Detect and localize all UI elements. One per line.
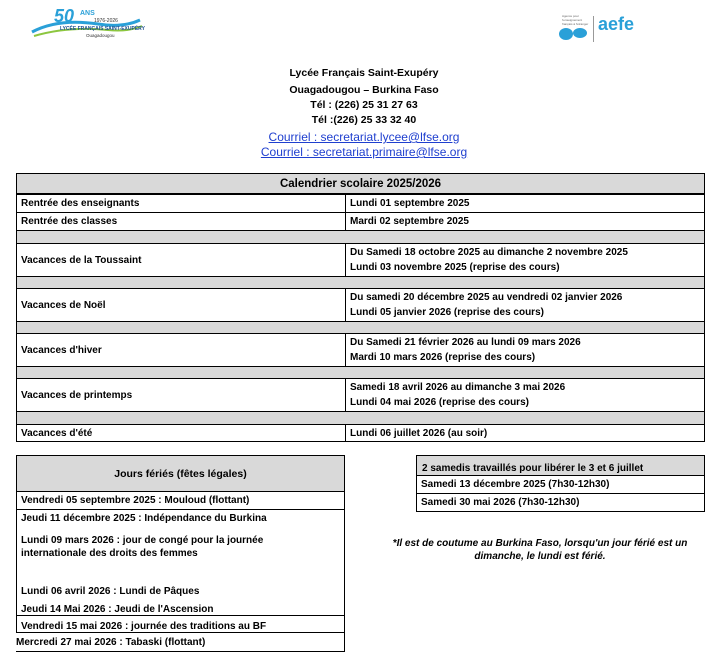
aefe-brand: aefe bbox=[598, 14, 635, 34]
toussaint-label: Vacances de la Toussaint bbox=[16, 243, 346, 277]
note-line-2: dimanche, le lundi est férié. bbox=[474, 551, 606, 562]
saturday-row: Samedi 13 décembre 2025 (7h30-12h30) bbox=[416, 475, 705, 494]
noel-label: Vacances de Noël bbox=[16, 288, 346, 322]
holiday-row: Jeudi 11 décembre 2025 : Indépendance du Burkina bbox=[16, 509, 345, 527]
holiday-row: Vendredi 05 septembre 2025 : Mouloud (flottant) bbox=[16, 491, 345, 510]
separator-row bbox=[16, 411, 705, 425]
hiver-label: Vacances d'hiver bbox=[16, 333, 346, 367]
school-anniversary-logo bbox=[28, 6, 144, 40]
saturday-row: Samedi 30 mai 2026 (7h30-12h30) bbox=[416, 493, 705, 512]
holiday-women-line1: Lundi 09 mars 2026 : jour de congé pour la journée bbox=[21, 535, 264, 546]
printemps-dates: Samedi 18 avril 2026 au dimanche 3 mai 2026 bbox=[350, 382, 566, 393]
world-map-icon bbox=[558, 26, 588, 42]
phone-1: Tél : (226) 25 31 27 63 bbox=[310, 99, 418, 111]
noel-reprise: Lundi 05 janvier 2026 (reprise des cours) bbox=[350, 307, 544, 318]
printemps-reprise: Lundi 04 mai 2026 (reprise des cours) bbox=[350, 397, 529, 408]
logo-years: 1976-2026 bbox=[94, 18, 118, 24]
noel-value bbox=[345, 288, 705, 322]
calendar-table bbox=[16, 173, 705, 442]
separator-row bbox=[16, 230, 705, 244]
school-city: Ouagadougou – Burkina Faso bbox=[289, 84, 439, 96]
ete-label: Vacances d'été bbox=[16, 424, 346, 442]
rentree-enseignants-label: Rentrée des enseignants bbox=[16, 194, 346, 213]
toussaint-value bbox=[345, 243, 705, 277]
note-line-1: *Il est de coutume au Burkina Faso, lorsqu'un jour férié est un bbox=[392, 538, 688, 549]
holiday-note bbox=[355, 537, 725, 563]
holidays-title: Jours fériés (fêtes légales) bbox=[16, 455, 345, 492]
holiday-row: Jeudi 14 Mai 2026 : Jeudi de l'Ascension bbox=[16, 597, 345, 615]
noel-dates: Du samedi 20 décembre 2025 au vendredi 02 janvier 2026 bbox=[350, 292, 623, 303]
logo-city: Ouagadougou bbox=[86, 33, 115, 38]
holiday-row bbox=[16, 526, 345, 575]
toussaint-dates: Du Samedi 18 octobre 2025 au dimanche 2 novembre 2025 bbox=[350, 247, 628, 258]
holiday-row: Mercredi 27 mai 2026 : Tabaski (flottant) bbox=[16, 632, 345, 652]
toussaint-reprise: Lundi 03 novembre 2025 (reprise des cours) bbox=[350, 262, 560, 273]
aefe-logo bbox=[558, 14, 654, 44]
rentree-classes-label: Rentrée des classes bbox=[16, 212, 346, 231]
holiday-women-line2: internationale des droits des femmes bbox=[21, 548, 198, 559]
rentree-enseignants-value: Lundi 01 septembre 2025 bbox=[345, 194, 705, 213]
email-primaire-link[interactable]: Courriel : secretariat.primaire@lfse.org bbox=[260, 145, 468, 159]
school-name: Lycée Français Saint-Exupéry bbox=[289, 67, 439, 79]
hiver-value bbox=[345, 333, 705, 367]
ete-value: Lundi 06 juillet 2026 (au soir) bbox=[345, 424, 705, 442]
phone-2: Tél :(226) 25 33 32 40 bbox=[311, 114, 417, 126]
holiday-row: Vendredi 15 mai 2026 : journée des traditions au BF bbox=[16, 615, 345, 633]
calendar-title: Calendrier scolaire 2025/2026 bbox=[16, 173, 705, 194]
aefe-small-text: Agence pour l'enseignement français à l'étranger bbox=[562, 14, 589, 26]
printemps-value bbox=[345, 378, 705, 412]
printemps-label: Vacances de printemps bbox=[16, 378, 346, 412]
saturdays-title: 2 samedis travaillés pour libérer le 3 et 6 juillet bbox=[416, 455, 705, 476]
logo-number: 50 bbox=[54, 6, 75, 26]
email-lycee-link[interactable]: Courriel : secretariat.lycee@lfse.org bbox=[268, 130, 460, 144]
hiver-dates: Du Samedi 21 février 2026 au lundi 09 mars 2026 bbox=[350, 337, 581, 348]
logo-sub: ANS bbox=[80, 10, 95, 17]
logo-school: LYCÉE FRANÇAIS SAINT-EXUPÉRY bbox=[60, 26, 145, 32]
logo-divider bbox=[593, 16, 594, 42]
holiday-row: Lundi 06 avril 2026 : Lundi de Pâques bbox=[16, 575, 345, 597]
rentree-classes-value: Mardi 02 septembre 2025 bbox=[345, 212, 705, 231]
hiver-reprise: Mardi 10 mars 2026 (reprise des cours) bbox=[350, 352, 536, 363]
